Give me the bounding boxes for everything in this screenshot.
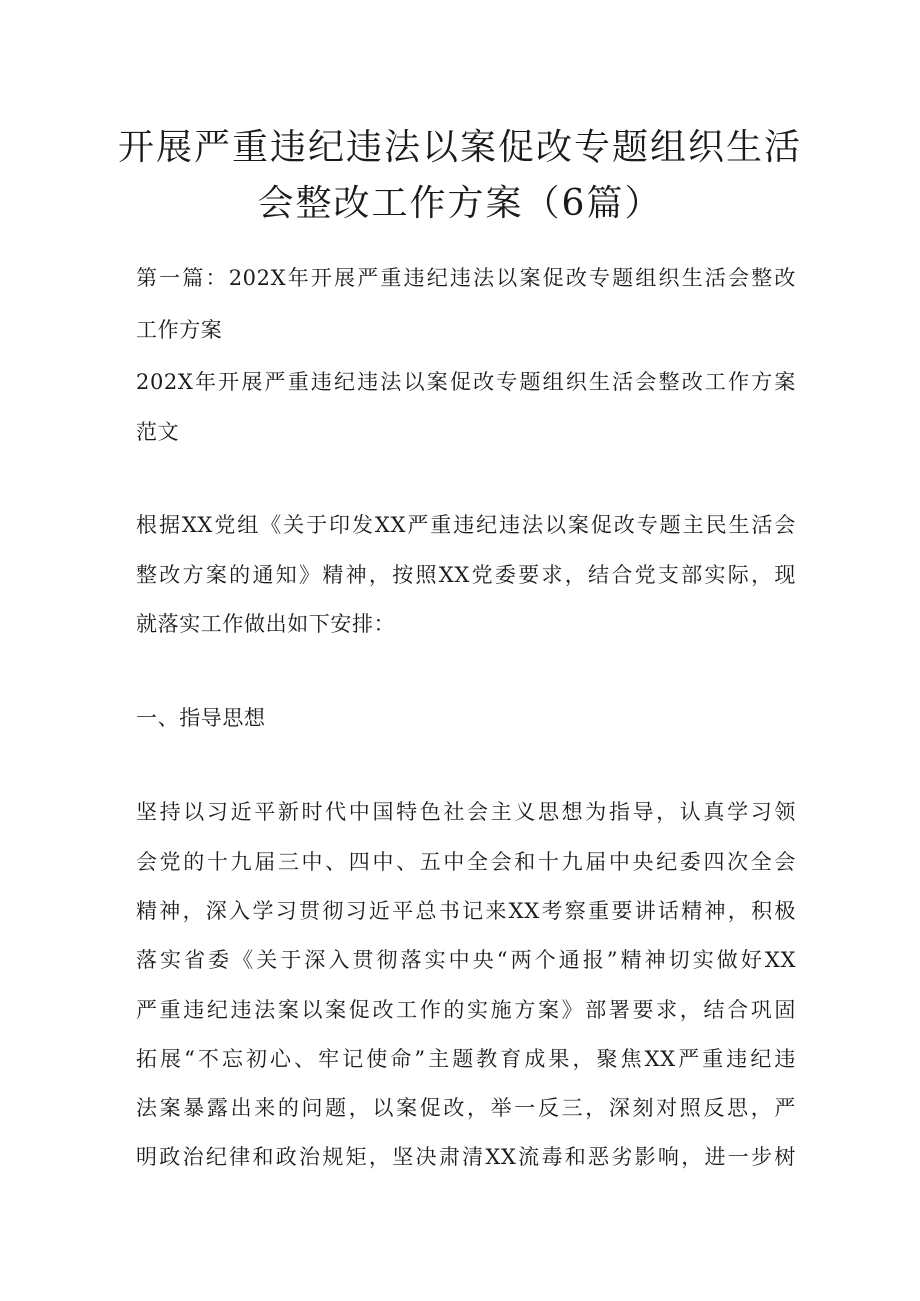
- document-title-line-1: 开展严重违纪违法以案促改专题组织生活: [117, 127, 802, 168]
- subtitle-line-2: 范文: [136, 420, 180, 444]
- body-paragraph-line: 坚持以习近平新时代中国特色社会主义思想为指导，认真学习领: [136, 800, 796, 824]
- intro-paragraph-line: 根据XX党组《关于印发XX严重违纪违法以案促改专题主民生活会: [136, 513, 796, 537]
- body-paragraph-line: 法案暴露出来的问题，以案促改，举一反三，深刻对照反思，严: [136, 1096, 796, 1120]
- body-paragraph-line: 明政治纪律和政治规矩，坚决肃清XX流毒和恶劣影响，进一步树: [136, 1145, 796, 1169]
- section-heading: 一、指导思想: [136, 706, 266, 730]
- chapter-heading-line-2: 工作方案: [136, 318, 223, 342]
- body-paragraph-line: 精神，深入学习贯彻习近平总书记来XX考察重要讲话精神，积极: [136, 899, 796, 923]
- body-paragraph-line: 严重违纪违法案以案促改工作的实施方案》部署要求，结合巩固: [136, 998, 796, 1022]
- document-title-line-2: 会整改工作方案（6篇）: [257, 183, 663, 224]
- intro-paragraph-line: 整改方案的通知》精神，按照XX党委要求，结合党支部实际，现: [136, 563, 796, 587]
- subtitle-line-1: 202X年开展严重违纪违法以案促改专题组织生活会整改工作方案: [136, 370, 796, 394]
- body-paragraph-line: 拓展“不忘初心、牢记使命”主题教育成果，聚焦XX严重违纪违: [136, 1047, 796, 1071]
- body-paragraph-line: 落实省委《关于深入贯彻落实中央“两个通报”精神切实做好XX: [136, 948, 796, 972]
- body-paragraph-line: 会党的十九届三中、四中、五中全会和十九届中央纪委四次全会: [136, 850, 796, 874]
- intro-paragraph-line: 就落实工作做出如下安排：: [136, 612, 396, 636]
- chapter-heading-line-1: 第一篇：202X年开展严重违纪违法以案促改专题组织生活会整改: [136, 266, 796, 290]
